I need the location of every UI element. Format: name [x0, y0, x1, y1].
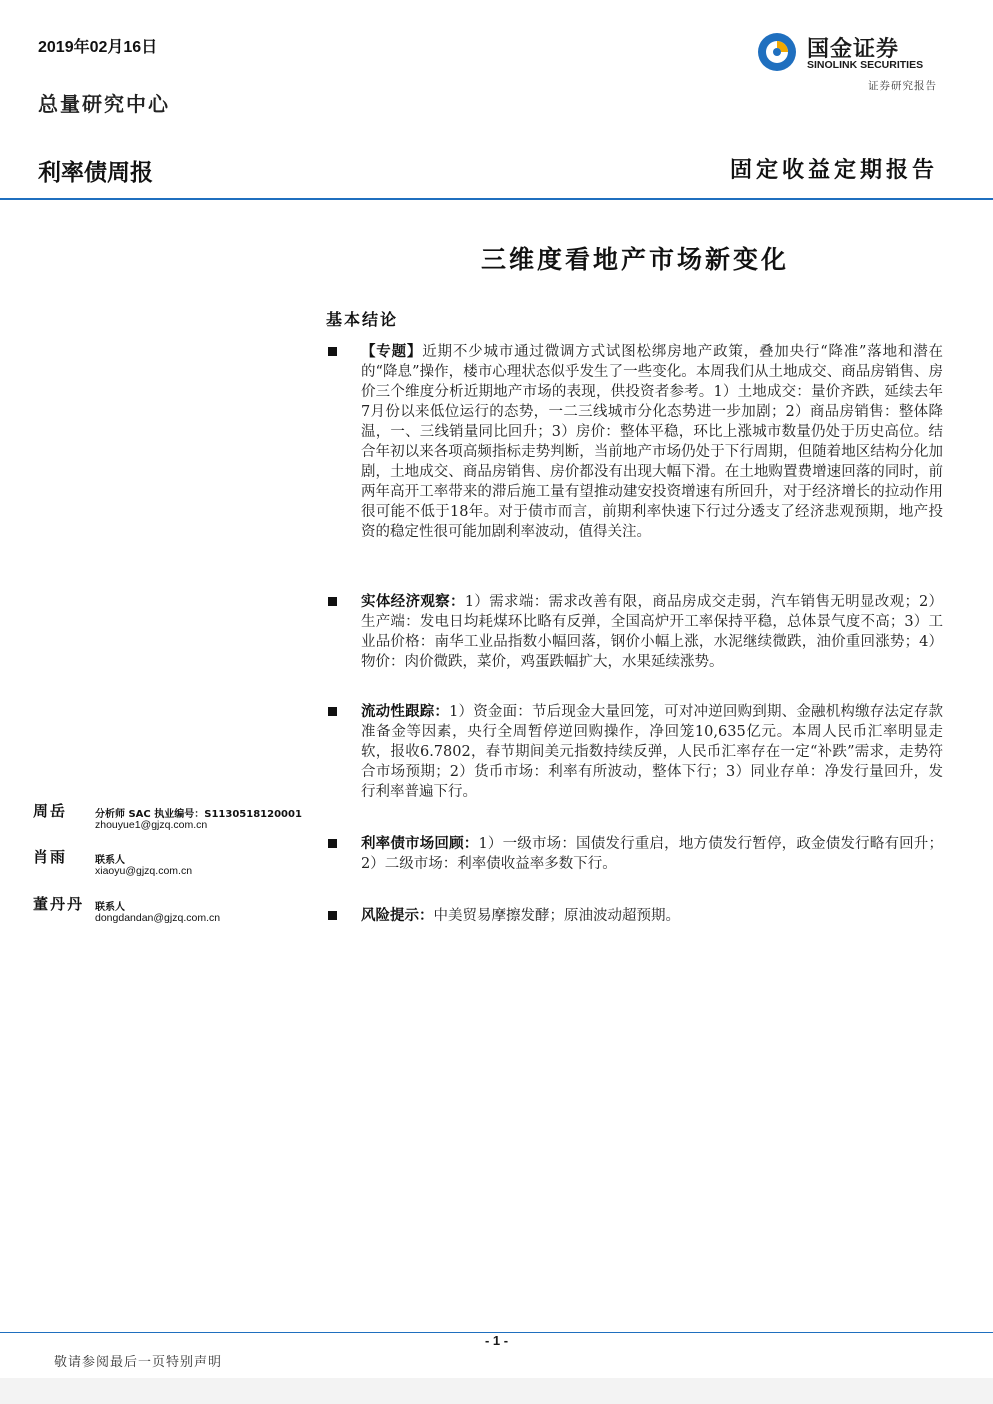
conclusion-item [361, 342, 943, 542]
section-title: 基本结论 [326, 310, 399, 329]
conclusion-lead: 利率债市场回顾： [361, 835, 479, 852]
conclusion-lead: 流动性跟踪： [361, 703, 450, 720]
bullet-square-icon [328, 707, 337, 716]
conclusion-text: 1）需求端：需求改善有限，商品房成交走弱，汽车销售无明显改观；2）生产端：发电日均耗煤环比略有反弹，全国高炉开工率保持平稳，总体景气度不高；3）工业品价格：南华工业品指数小幅回落，钢价小幅上涨，水泥继续微跌，油价重回涨势；4）物价：肉价微跌，菜价，鸡蛋跌幅扩大，水果延续涨势。 [361, 594, 943, 670]
footer-band [0, 1378, 993, 1404]
author-name: 肖雨 [33, 848, 68, 866]
conclusion-item [361, 702, 943, 802]
conclusion-text: 1）资金面：节后现金大量回笼，可对冲逆回购到期、金融机构缴存法定存款准备金等因素，央行全周暂停逆回购操作，净回笼10,635亿元。本周人民币汇率明显走软，报收6.7802，春节期间美元指数持续反弹，人民币汇率存在一定“补跌”需求，走势符合市场预期；2）货币市场：利率有所波动，整体下行；3）同业存单：净发行量回升，发行利率普遍下行。 [361, 704, 943, 800]
header-divider [0, 198, 993, 200]
conclusion-item [361, 592, 943, 672]
conclusion-lead: 风险提示： [361, 907, 434, 924]
author-email[interactable]: xiaoyu@gjzq.com.cn [95, 865, 193, 877]
logo-name-en: SINOLINK SECURITIES [807, 59, 924, 71]
conclusion-item [361, 906, 943, 926]
conclusion-lead: 实体经济观察： [361, 593, 465, 610]
sinolink-logo-icon [757, 32, 797, 72]
conclusion-text: 中美贸易摩擦发酵；原油波动超预期。 [433, 908, 680, 924]
report-date: 2019年02月16日 [38, 39, 158, 56]
footer-disclaimer: 敬请参阅最后一页特别声明 [54, 1355, 223, 1370]
conclusion-text: 1）一级市场：国债发行重启，地方债发行暂停，政金债发行略有回升；2）二级市场：利率债收益率多数下行。 [361, 836, 943, 872]
author-name: 周岳 [33, 802, 68, 820]
report-category: 固定收益定期报告 [729, 157, 938, 183]
bullet-square-icon [328, 911, 337, 920]
conclusion-item [361, 834, 943, 874]
report-type: 利率债周报 [38, 160, 153, 186]
report-title: 三维度看地产市场新变化 [480, 245, 789, 274]
logo-name-cn: 国金证券 [807, 37, 900, 62]
logo-subtitle: 证券研究报告 [868, 80, 937, 92]
conclusion-text: 近期不少城市通过微调方式试图松绑房地产政策，叠加央行“降准”落地和潜在的“降息”操作，楼市心理状态似乎发生了一些变化。本周我们从土地成交、商品房销售、房价三个维度分析近期地产市场的表现，供投资者参考。1）土地成交：量价齐跌，延续去年7月份以来低位运行的态势，一二三线城市分化态势进一步加剧；2）商品房销售：整体降温，一、三线销量同比回升；3）房价：整体平稳，环比上涨城市数量仍处于历史高位。结合年初以来各项高频指标走势判断，当前地产市场仍处于下行周期，但随着地区结构分化加剧，土地成交、商品房销售、房价都没有出现大幅下滑。在土地购置费增速回落的同时，前两年高开工率带来的滞后施工量有望推动建安投资增速有所回升，对于经济增长的拉动作用很可能不低于18年。对于债市而言，前期利率快速下行过分透支了经济悲观预期，地产投资的稳定性很可能加剧利率波动，值得关注。 [361, 344, 944, 540]
page-number: - 1 - [484, 1333, 509, 1348]
author-role: 联系人 [95, 902, 125, 913]
author-name: 董丹丹 [33, 895, 85, 913]
department-name: 总量研究中心 [38, 92, 170, 116]
bullet-square-icon [328, 839, 337, 848]
author-email[interactable]: dongdandan@gjzq.com.cn [95, 912, 221, 924]
conclusion-lead: 【专题】 [361, 343, 423, 360]
bullet-square-icon [328, 347, 337, 356]
bullet-square-icon [328, 597, 337, 606]
author-email[interactable]: zhouyue1@gjzq.com.cn [95, 819, 208, 831]
author-role: 联系人 [95, 855, 125, 866]
company-logo [757, 32, 947, 76]
author-role: 分析师 SAC 执业编号：S1130518120001 [95, 809, 302, 820]
